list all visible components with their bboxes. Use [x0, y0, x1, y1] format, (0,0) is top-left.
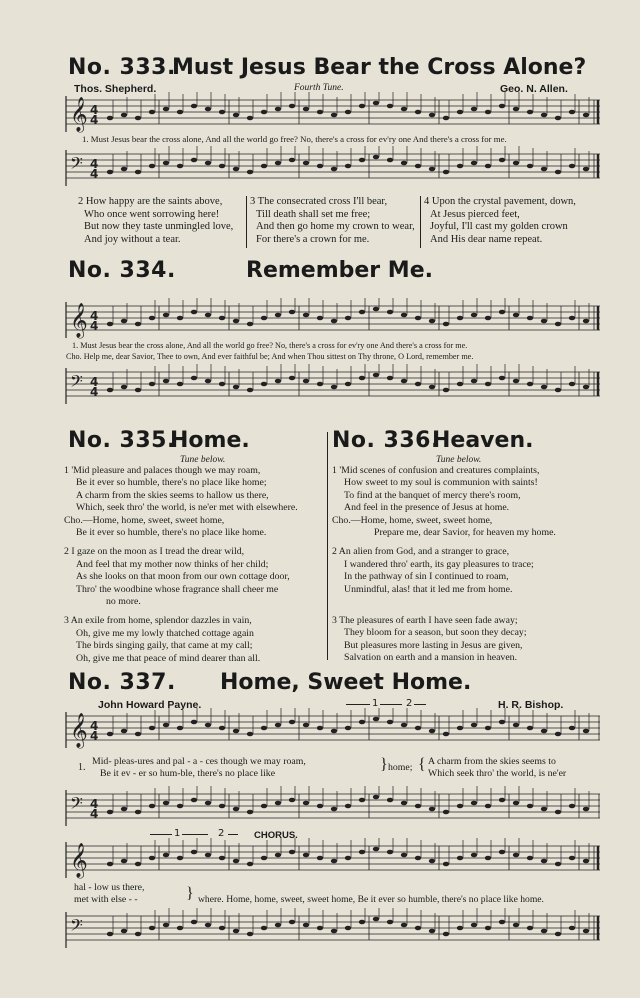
svg-text:4: 4 — [90, 319, 99, 333]
hymn-333-words-by: Thos. Shepherd. — [74, 83, 157, 95]
first-ending-bracket — [346, 704, 370, 705]
second-ending-bracket — [228, 834, 238, 835]
hymn-333-verse-4: 4 Upon the crystal pavement, down, At Jesus pierced feet, Joyful, I'll cast my golden crown And His dear name repeat. — [424, 196, 576, 245]
first-ending-bracket — [150, 834, 172, 835]
svg-text:4: 4 — [90, 167, 99, 181]
hymn-334-title: Remember Me. — [246, 258, 433, 283]
hymn-337-music-treble-1 — [64, 708, 602, 752]
hymn-337-verse-number: 1. — [78, 762, 86, 773]
hymn-337-brace: } — [380, 756, 388, 773]
hymn-336-number: No. 336. — [332, 428, 440, 453]
hymn-334-chorus-line: Cho. Help me, dear Savior, Thee to own, And ever faithful be; And when Thou sittest on Thy throne, O Lord, remember me. — [66, 352, 474, 361]
hymn-334-music-bass — [64, 364, 602, 408]
hymn-335-title: Home. — [170, 428, 250, 453]
hymn-333-verse-divider — [420, 196, 421, 248]
hymn-336-title: Heaven. — [432, 428, 534, 453]
svg-text:4: 4 — [90, 807, 99, 821]
hymn-334-music-treble — [64, 298, 602, 342]
hymn-333-title: Must Jesus Bear the Cross Alone? — [172, 55, 587, 80]
hymn-337-first-ending-mark: 1 — [372, 698, 379, 709]
hymn-337-lyric-line-c: A charm from the skies seems to — [428, 756, 556, 767]
column-divider — [327, 432, 328, 660]
hymn-337-lyric-line-b: Be it ev - er so hum-ble, there's no place like — [100, 768, 276, 779]
hymn-333-verse-3: 3 The consecrated cross I'll bear, Till death shall set me free; And then go home my crown to wear, For there's a crown for me. — [250, 196, 415, 245]
hymn-336-tune-note: Tune below. — [436, 455, 482, 465]
svg-text:4: 4 — [90, 797, 99, 811]
hymn-337-first-ending-mark-2: 1 — [174, 828, 181, 839]
first-ending-bracket — [182, 834, 208, 835]
hymn-337-chorus-mark: CHORUS. — [254, 830, 298, 841]
first-ending-bracket — [380, 704, 402, 705]
hymn-333-tune-note: Fourth Tune. — [294, 83, 344, 93]
hymn-334-number: No. 334. — [68, 258, 176, 283]
hymn-337-number: No. 337. — [68, 670, 176, 695]
hymn-333-music-by: Geo. N. Allen. — [500, 83, 568, 95]
svg-text:4: 4 — [90, 719, 99, 733]
svg-text:𝄞: 𝄞 — [70, 843, 88, 878]
hymn-333-number: No. 333. — [68, 55, 176, 80]
svg-text:𝄞: 𝄞 — [70, 97, 88, 132]
hymn-333-verse-divider — [246, 196, 247, 248]
hymn-337-lyric-row2-c: where. Home, home, sweet, sweet home, Be it ever so humble, there's no place like home. — [198, 894, 544, 905]
hymn-337-lyric-row2-a: hal - low us there, — [74, 882, 145, 893]
hymn-333-music-bass — [64, 146, 602, 190]
hymn-337-music-treble-2 — [64, 838, 602, 882]
hymn-337-title: Home, Sweet Home. — [220, 670, 472, 695]
hymn-337-lyric-line-d: Which seek thro' the world, is ne'er — [428, 768, 567, 779]
hymn-337-music-by: H. R. Bishop. — [498, 699, 564, 711]
svg-text:4: 4 — [90, 729, 99, 743]
svg-text:4: 4 — [90, 309, 99, 323]
svg-text:𝄞: 𝄞 — [70, 303, 88, 338]
svg-text:4: 4 — [90, 157, 99, 171]
hymn-335-tune-note: Tune below. — [180, 455, 226, 465]
hymn-333-music-treble — [64, 92, 602, 136]
hymn-336-verses: 1 'Mid scenes of confusion and creatures complaints, How sweet to my soul is communion with saints! To find at the banquet of mercy there's room, And feel in the presence of Jesus at home. Cho.—Home, home, sweet, sweet home, Prepare me, dear Savior, for heaven my home. 2 An alien from God, and a stranger to grace, I wandered thro' earth, its gay pleasures to trace; In the pathway of sin I continued to roam, Unmindful, alas! that it led me from home. 3 The pleasures of earth I have seen fade away; They bloom for a season, but soon they decay; But pleasures more lasting in Jesus are given, Salvation on earth and a mansion in heaven. — [332, 465, 556, 664]
svg-text:4: 4 — [90, 385, 99, 399]
hymn-337-second-ending-mark: 2 — [406, 698, 413, 709]
svg-text:4: 4 — [90, 375, 99, 389]
hymn-337-brace: { — [418, 756, 426, 773]
hymn-337-lyric-row2-b: met with else - - — [74, 894, 138, 905]
hymn-333-lyric-line: 1. Must Jesus bear the cross alone, And all the world go free? No, there's a cross for ev'ry one And there's a cross for me. — [82, 134, 507, 144]
svg-text:4: 4 — [90, 113, 99, 127]
hymn-333-verse-2: 2 How happy are the saints above, Who once went sorrowing here! But now they taste unmingled love, And joy without a tear. — [78, 196, 234, 245]
hymn-335-number: No. 335. — [68, 428, 176, 453]
hymn-337-words-by: John Howard Payne. — [98, 699, 202, 711]
hymn-335-verses: 1 'Mid pleasure and palaces though we may roam, Be it ever so humble, there's no place like home; A charm from the skies seems to hallow us there, Which, seek thro' the world, is ne'er met with elsewhere. Cho.—Home, home, sweet, sweet home, Be it ever so humble, there's no place like home. 2 I gaze on the moon as I tread the drear wild, And feel that my mother now thinks of her child; As she looks on that moon from our own cottage door, Thro' the woodbine whose fragrance shall cheer me no more. 3 An exile from home, splendor dazzles in vain, Oh, give me my lowly thatched cottage again The birds singing gaily, that came at my call; Oh, give me that peace of mind dearer than all. — [64, 465, 298, 664]
hymn-337-lyric-home: home; — [388, 762, 413, 773]
hymn-337-music-bass-2 — [64, 908, 602, 952]
svg-text:𝄞: 𝄞 — [70, 713, 88, 748]
svg-text:4: 4 — [90, 103, 99, 117]
svg-text:𝄢: 𝄢 — [70, 371, 83, 395]
hymn-337-brace: } — [186, 885, 194, 902]
svg-text:𝄢: 𝄢 — [70, 153, 83, 177]
hymn-337-second-ending-mark-2: 2 — [218, 828, 225, 839]
svg-text:𝄢: 𝄢 — [70, 915, 83, 939]
hymn-337-lyric-line-a: Mid- pleas-ures and pal - a - ces though we may roam, — [92, 756, 306, 767]
second-ending-bracket — [414, 704, 426, 705]
svg-text:𝄢: 𝄢 — [70, 793, 83, 817]
hymn-334-lyric-line-1: 1. Must Jesus bear the cross alone, And all the world go free? No, there's a cross for ev'ry one And there's a cross for me. — [72, 341, 468, 350]
hymn-337-music-bass-1 — [64, 786, 602, 830]
